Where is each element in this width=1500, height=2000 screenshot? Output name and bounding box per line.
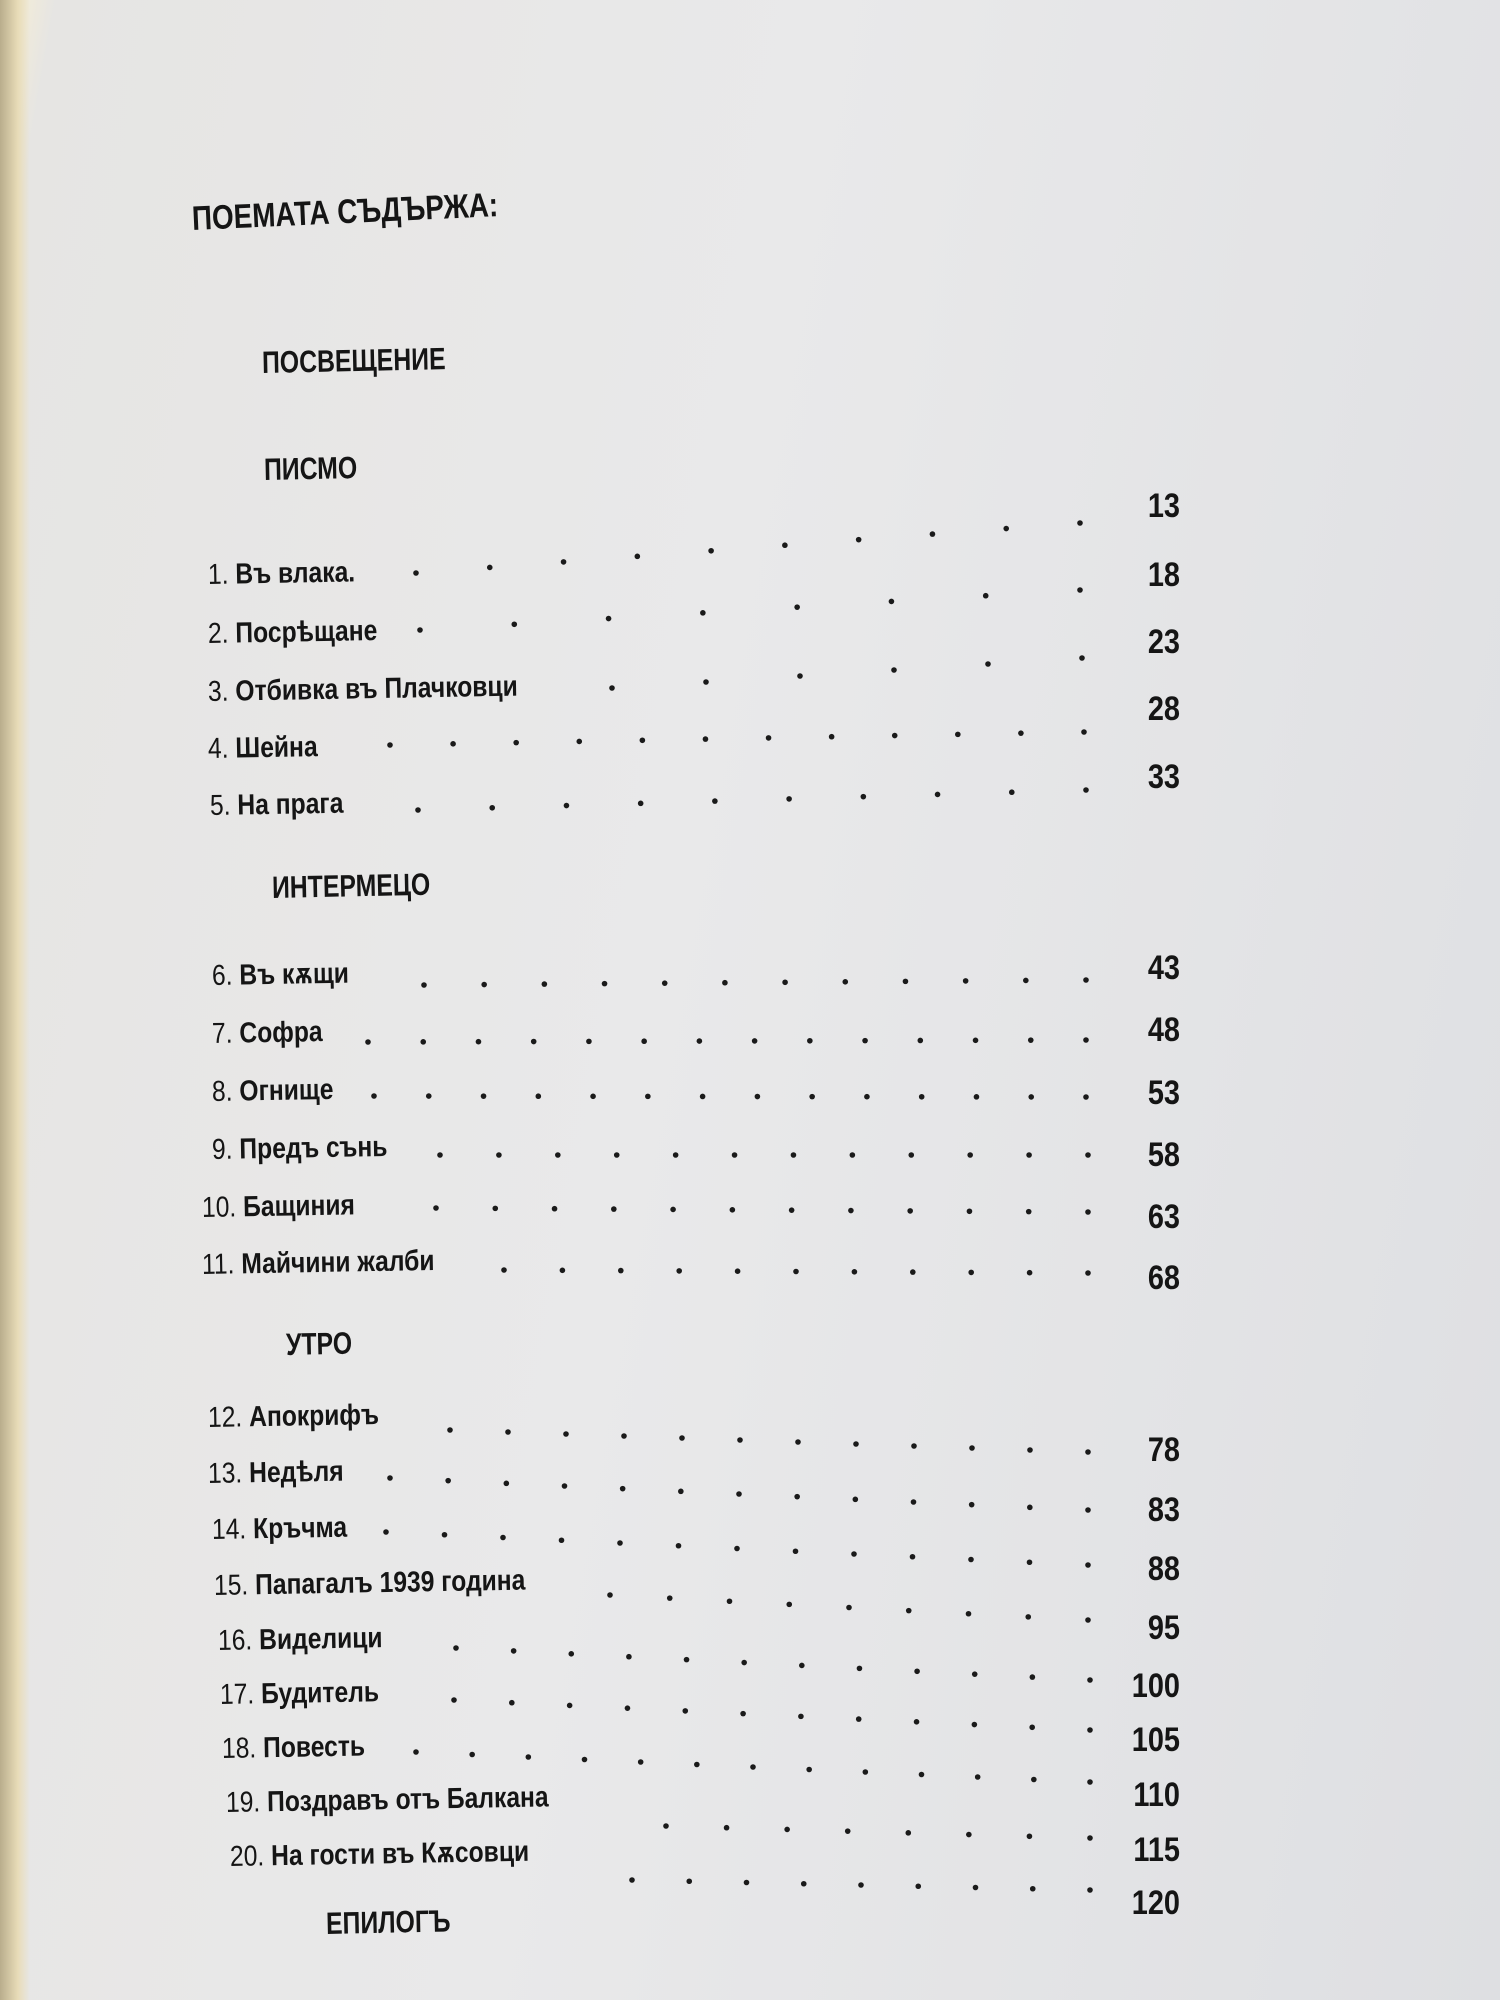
leader-dot bbox=[752, 1038, 758, 1044]
entry-number: 11. bbox=[201, 1248, 235, 1281]
leader-dot bbox=[798, 1714, 804, 1720]
leader-dot bbox=[676, 1268, 682, 1274]
leader-dot bbox=[450, 741, 456, 747]
leader-dot bbox=[500, 1535, 506, 1541]
leader-dot bbox=[795, 1439, 801, 1445]
leader-dot bbox=[782, 979, 788, 985]
leader-dot bbox=[638, 1759, 644, 1765]
leader-dot bbox=[736, 1491, 742, 1497]
leader-dot bbox=[645, 1094, 651, 1100]
leader-dot bbox=[611, 1206, 617, 1212]
leader-dot bbox=[481, 982, 487, 988]
leader-dot bbox=[784, 1827, 790, 1833]
leader-dot bbox=[625, 1705, 631, 1711]
leader-dot bbox=[626, 1654, 632, 1660]
leader-dot bbox=[1023, 978, 1029, 984]
leader-dot bbox=[766, 735, 772, 741]
leader-dot bbox=[858, 1882, 864, 1888]
section-intermezzo: ИНТЕРМЕЦО bbox=[271, 866, 431, 905]
leader-dot bbox=[1025, 1614, 1031, 1620]
leader-dot bbox=[489, 805, 495, 811]
leader-dot bbox=[801, 1881, 807, 1887]
leader-dot bbox=[914, 1719, 920, 1725]
entry-number: 14. bbox=[211, 1513, 247, 1546]
leader-dot bbox=[561, 559, 567, 565]
leader-dot bbox=[906, 1608, 912, 1614]
section-dedication: ПОСВЕЩЕНИЕ bbox=[261, 341, 446, 380]
page-number: 63 bbox=[1147, 1198, 1180, 1236]
leader-dot bbox=[504, 1481, 510, 1487]
leader-dot bbox=[727, 1598, 733, 1604]
leader-dot bbox=[741, 1660, 747, 1666]
entry-number: 18. bbox=[221, 1732, 257, 1765]
leader-dot bbox=[426, 1093, 432, 1099]
leader-dot bbox=[862, 1038, 868, 1044]
page-number: 53 bbox=[1147, 1074, 1180, 1112]
page-number: 13 bbox=[1147, 487, 1180, 525]
entry-title: Поздравъ отъ Балкана bbox=[266, 1781, 549, 1819]
page-number: 58 bbox=[1147, 1136, 1180, 1174]
leader-dot bbox=[700, 1094, 706, 1100]
leader-dot bbox=[910, 1269, 916, 1275]
leader-dot bbox=[737, 1437, 743, 1443]
leader-dot bbox=[985, 661, 991, 667]
leader-dot bbox=[1027, 1270, 1033, 1276]
leader-dot bbox=[973, 1885, 979, 1891]
page-number: 105 bbox=[1131, 1721, 1180, 1759]
page-number: 120 bbox=[1131, 1884, 1180, 1922]
leader-dot bbox=[437, 1152, 443, 1158]
leader-dot bbox=[617, 1540, 623, 1546]
leader-dot bbox=[794, 1494, 800, 1500]
leader-dot bbox=[974, 1094, 980, 1100]
leader-dot bbox=[1028, 1037, 1034, 1043]
leader-dot bbox=[563, 1431, 569, 1437]
leader-dot bbox=[640, 737, 646, 743]
leader-dot bbox=[1081, 729, 1087, 735]
leader-dot bbox=[919, 1772, 925, 1778]
leader-dot bbox=[679, 1435, 685, 1441]
leader-dot bbox=[635, 554, 641, 560]
entry-title: Кръчма bbox=[252, 1511, 348, 1546]
leader-dot bbox=[686, 1878, 692, 1884]
leader-dot bbox=[684, 1657, 690, 1663]
entry-number: 9. bbox=[211, 1133, 233, 1166]
entry-title: Бащиния bbox=[242, 1189, 356, 1224]
page-number: 68 bbox=[1147, 1259, 1180, 1297]
leader-dot bbox=[560, 1268, 566, 1274]
leader-dot bbox=[846, 1605, 852, 1611]
leader-dot bbox=[606, 616, 612, 622]
leader-dot bbox=[602, 981, 608, 987]
leader-dot bbox=[641, 1038, 647, 1044]
leader-dot bbox=[734, 1546, 740, 1552]
leader-dot bbox=[663, 1823, 669, 1829]
leader-dot bbox=[618, 1268, 624, 1274]
entry-title: Отбивка въ Плачковци bbox=[235, 670, 518, 708]
page-number: 43 bbox=[1147, 949, 1180, 987]
leader-dot bbox=[564, 803, 570, 809]
page-number: 110 bbox=[1133, 1776, 1180, 1814]
page-number: 95 bbox=[1147, 1609, 1180, 1647]
contents-heading: ПОЕМАТА СЪДЪРЖА: bbox=[191, 186, 499, 238]
entry-title: Папагалъ 1939 година bbox=[254, 1564, 526, 1602]
leader-dot bbox=[469, 1752, 475, 1758]
leader-dot bbox=[853, 1441, 859, 1447]
leader-dot bbox=[848, 1208, 854, 1214]
entry-title: Посрѣщане bbox=[235, 615, 378, 650]
leader-dot bbox=[417, 627, 423, 633]
leader-dot bbox=[740, 1711, 746, 1717]
leader-dot bbox=[586, 1039, 592, 1045]
leader-dot bbox=[607, 1592, 613, 1598]
leader-dot bbox=[744, 1880, 750, 1886]
leader-dot bbox=[1026, 1209, 1032, 1215]
leader-dot bbox=[387, 1475, 393, 1481]
leader-dot bbox=[793, 1269, 799, 1275]
leader-dot bbox=[861, 794, 867, 800]
leader-dot bbox=[1029, 1724, 1035, 1730]
entry-number: 10. bbox=[201, 1191, 237, 1224]
leader-dot bbox=[487, 565, 493, 571]
leader-dot bbox=[750, 1764, 756, 1770]
leader-dot bbox=[638, 801, 644, 807]
leader-dot bbox=[935, 792, 941, 798]
leader-dot bbox=[629, 1877, 635, 1883]
leader-dot bbox=[662, 980, 668, 986]
leader-dot bbox=[919, 1094, 925, 1100]
leader-dot bbox=[526, 1754, 532, 1760]
leader-dot bbox=[703, 736, 709, 742]
leader-dot bbox=[918, 1038, 924, 1044]
leader-dot bbox=[694, 1762, 700, 1768]
leader-dot bbox=[678, 1489, 684, 1495]
leader-dot bbox=[568, 1651, 574, 1657]
leader-dot bbox=[697, 1038, 703, 1044]
leader-dot bbox=[1018, 730, 1024, 736]
leader-dot bbox=[582, 1757, 588, 1763]
entry-number: 7. bbox=[211, 1017, 233, 1050]
entry-title: Въ влака. bbox=[235, 556, 356, 591]
entry-title: Софра bbox=[239, 1016, 323, 1050]
leader-dot bbox=[891, 667, 897, 673]
entry-title: Виделици bbox=[258, 1622, 383, 1657]
leader-dot bbox=[930, 531, 936, 537]
leader-dot bbox=[1027, 1505, 1033, 1511]
leader-dot bbox=[972, 1722, 978, 1728]
entry-number: 6. bbox=[211, 959, 233, 992]
entry-number: 3. bbox=[207, 675, 229, 708]
leader-dot bbox=[445, 1478, 451, 1484]
leader-dot bbox=[509, 1700, 515, 1706]
leader-dot bbox=[567, 1703, 573, 1709]
section-letter: ПИСМО bbox=[263, 450, 358, 487]
leader-dot bbox=[963, 978, 969, 984]
leader-dot bbox=[755, 1094, 761, 1100]
leader-dot bbox=[496, 1152, 502, 1158]
entry-title: Огнище bbox=[239, 1073, 334, 1108]
leader-dot bbox=[863, 1769, 869, 1775]
leader-dot bbox=[797, 673, 803, 679]
leader-dot bbox=[620, 1486, 626, 1492]
leader-dot bbox=[1027, 1447, 1033, 1453]
leader-dot bbox=[700, 610, 706, 616]
leader-dot bbox=[782, 542, 788, 548]
leader-dot bbox=[513, 740, 519, 746]
leader-dot bbox=[413, 570, 419, 576]
leader-dot bbox=[968, 1557, 974, 1563]
leader-dot bbox=[536, 1093, 542, 1099]
leader-dot bbox=[511, 1648, 517, 1654]
leader-dot bbox=[794, 604, 800, 610]
leader-dot bbox=[853, 1497, 859, 1503]
entry-number: 20. bbox=[229, 1840, 265, 1873]
leader-dot bbox=[786, 1602, 792, 1608]
entry-number: 4. bbox=[207, 732, 229, 765]
leader-dot bbox=[621, 1433, 627, 1439]
leader-dot bbox=[476, 1039, 482, 1045]
leader-dot bbox=[967, 1208, 973, 1214]
leader-dot bbox=[552, 1206, 558, 1212]
leader-dot bbox=[511, 621, 517, 627]
leader-dot bbox=[850, 1152, 856, 1158]
leader-dot bbox=[791, 1152, 797, 1158]
leader-dot bbox=[383, 1529, 389, 1535]
leader-dot bbox=[907, 1208, 913, 1214]
leader-dot bbox=[789, 1207, 795, 1213]
page-number: 48 bbox=[1147, 1011, 1180, 1049]
leader-dot bbox=[1026, 1152, 1032, 1158]
page-number: 83 bbox=[1147, 1491, 1180, 1529]
leader-dot bbox=[845, 1828, 851, 1834]
leader-dot bbox=[735, 1268, 741, 1274]
leader-dot bbox=[371, 1093, 377, 1099]
leader-dot bbox=[481, 1093, 487, 1099]
leader-dot bbox=[421, 982, 427, 988]
leader-dot bbox=[966, 1611, 972, 1617]
entry-number: 5. bbox=[209, 789, 231, 822]
entry-title: Апокрифъ bbox=[248, 1399, 380, 1434]
leader-dot bbox=[365, 1039, 371, 1045]
leader-dot bbox=[1030, 1674, 1036, 1680]
leader-dot bbox=[1027, 1833, 1033, 1839]
leader-dot bbox=[1003, 526, 1009, 532]
entry-number: 13. bbox=[207, 1457, 243, 1490]
entry-title: Шейна bbox=[235, 731, 318, 765]
leader-dot bbox=[724, 1825, 730, 1831]
leader-dot bbox=[415, 807, 421, 813]
leader-dot bbox=[806, 1767, 812, 1773]
leader-dot bbox=[387, 742, 393, 748]
entry-number: 8. bbox=[211, 1075, 233, 1108]
leader-dot bbox=[903, 979, 909, 985]
entry-number: 15. bbox=[213, 1569, 249, 1602]
leader-dot bbox=[910, 1554, 916, 1560]
leader-dot bbox=[420, 1039, 426, 1045]
entry-title: Недѣля bbox=[248, 1455, 344, 1490]
leader-dot bbox=[531, 1039, 537, 1045]
page-number: 78 bbox=[1147, 1431, 1180, 1469]
leader-dot bbox=[682, 1708, 688, 1714]
leader-dot bbox=[852, 1269, 858, 1275]
leader-dot bbox=[969, 1502, 975, 1508]
leader-dot bbox=[911, 1499, 917, 1505]
leader-dot bbox=[786, 796, 792, 802]
leader-dot bbox=[1028, 1094, 1034, 1100]
leader-dot bbox=[975, 1774, 981, 1780]
leader-dot bbox=[969, 1445, 975, 1451]
leader-dot bbox=[972, 1671, 978, 1677]
entry-title: На прага bbox=[237, 787, 344, 822]
page-number: 88 bbox=[1147, 1550, 1180, 1588]
leader-dot bbox=[856, 537, 862, 543]
entry-title: На гости въ Кѫсовци bbox=[270, 1835, 530, 1873]
entry-title: Повесть bbox=[262, 1730, 366, 1765]
leader-dot bbox=[451, 1697, 457, 1703]
page-number: 28 bbox=[1147, 690, 1180, 728]
leader-dot bbox=[1027, 1559, 1033, 1565]
section-epilogue: ЕПИЛОГЪ bbox=[325, 1903, 451, 1941]
leader-dot bbox=[809, 1094, 815, 1100]
leader-dot bbox=[614, 1152, 620, 1158]
leader-dot bbox=[542, 981, 548, 987]
leader-dot bbox=[915, 1883, 921, 1889]
leader-dot bbox=[501, 1267, 507, 1273]
leader-dot bbox=[722, 980, 728, 986]
leader-dot bbox=[609, 685, 615, 691]
leader-dot bbox=[968, 1270, 974, 1276]
page-number: 23 bbox=[1147, 623, 1180, 661]
leader-dot bbox=[676, 1543, 682, 1549]
entry-title: Предъ сънь bbox=[239, 1130, 388, 1166]
leader-dot bbox=[562, 1483, 568, 1489]
leader-dot bbox=[892, 733, 898, 739]
entry-number: 12. bbox=[207, 1401, 243, 1434]
leader-dot bbox=[442, 1532, 448, 1538]
leader-dot bbox=[447, 1427, 453, 1433]
page-number: 115 bbox=[1133, 1831, 1180, 1869]
leader-dot bbox=[864, 1094, 870, 1100]
leader-dot bbox=[492, 1206, 498, 1212]
leader-dot bbox=[799, 1663, 805, 1669]
leader-dot bbox=[807, 1038, 813, 1044]
leader-dot bbox=[673, 1152, 679, 1158]
leader-dot bbox=[829, 734, 835, 740]
leader-dot bbox=[670, 1207, 676, 1213]
entry-number: 1. bbox=[207, 558, 229, 591]
leader-dot bbox=[1009, 789, 1015, 795]
leader-dot bbox=[905, 1830, 911, 1836]
leader-dot bbox=[973, 1038, 979, 1044]
leader-dot bbox=[967, 1152, 973, 1158]
leader-dot bbox=[983, 593, 989, 599]
entry-number: 16. bbox=[217, 1624, 253, 1657]
leader-dot bbox=[576, 739, 582, 745]
leader-dot bbox=[433, 1205, 439, 1211]
leader-dot bbox=[851, 1551, 857, 1557]
leader-dot bbox=[667, 1595, 673, 1601]
leader-dot bbox=[708, 548, 714, 554]
leader-dot bbox=[1030, 1886, 1036, 1892]
leader-dot bbox=[1031, 1777, 1037, 1783]
leader-dot bbox=[413, 1749, 419, 1755]
page-number: 100 bbox=[1131, 1667, 1180, 1705]
leader-dot bbox=[559, 1537, 565, 1543]
page-number: 33 bbox=[1147, 758, 1180, 796]
leader-dot bbox=[793, 1548, 799, 1554]
leader-dot bbox=[703, 679, 709, 685]
leader-dot bbox=[505, 1429, 511, 1435]
leader-dot bbox=[966, 1832, 972, 1838]
leader-dot bbox=[730, 1207, 736, 1213]
leader-dot bbox=[842, 979, 848, 985]
leader-dot bbox=[914, 1668, 920, 1674]
page-number: 18 bbox=[1147, 556, 1180, 594]
entry-title: Майчини жалби bbox=[241, 1244, 435, 1281]
leader-dot bbox=[889, 599, 895, 605]
entry-title: Будитель bbox=[260, 1676, 380, 1711]
entry-number: 17. bbox=[219, 1678, 255, 1711]
leader-dot bbox=[908, 1152, 914, 1158]
leader-dot bbox=[712, 798, 718, 804]
leader-dot bbox=[955, 732, 961, 738]
entry-number: 19. bbox=[225, 1786, 261, 1819]
leader-dot bbox=[857, 1666, 863, 1672]
entry-title: Въ кѫщи bbox=[239, 957, 350, 992]
leader-dot bbox=[453, 1645, 459, 1651]
leader-dot bbox=[555, 1152, 561, 1158]
entry-number: 2. bbox=[207, 617, 229, 650]
leader-dot bbox=[590, 1094, 596, 1100]
section-morning: УТРО bbox=[285, 1325, 353, 1362]
leader-dot bbox=[856, 1716, 862, 1722]
leader-dot bbox=[911, 1443, 917, 1449]
leader-dot bbox=[732, 1152, 738, 1158]
